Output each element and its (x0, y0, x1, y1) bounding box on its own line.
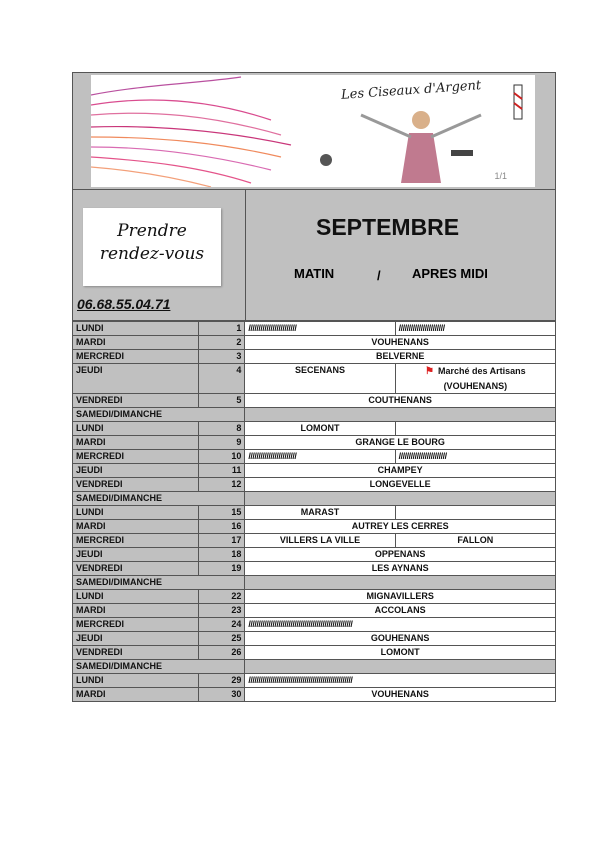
day-number: 19 (199, 562, 245, 576)
schedule-row (73, 464, 556, 478)
day-number: 18 (199, 548, 245, 562)
banner-image (91, 75, 535, 187)
month-title: SEPTEMBRE (316, 214, 460, 240)
day-name: LUNDI (73, 506, 199, 520)
full-day-location: LES AYNANS (245, 562, 556, 576)
schedule-row (73, 478, 556, 492)
full-day-location: BELVERNE (245, 350, 556, 364)
brand-logo-text: Les Ciseaux d'Argent (340, 78, 482, 103)
schedule-row (73, 548, 556, 562)
morning-location: //////////////////////// (245, 322, 395, 336)
weekend-empty (245, 408, 556, 422)
column-separator: / (377, 268, 381, 283)
afternoon-label: APRES MIDI (412, 266, 488, 281)
full-day-location: MIGNAVILLERS (245, 590, 556, 604)
full-day-location: VOUHENANS (245, 688, 556, 702)
afternoon-location: /////////////////////// (395, 322, 555, 336)
full-day-location: LONGEVELLE (245, 478, 556, 492)
day-number: 1 (199, 322, 245, 336)
day-name: MERCREDI (73, 534, 199, 548)
day-name: JEUDI (73, 364, 199, 394)
full-day-location: VOUHENANS (245, 336, 556, 350)
day-name: JEUDI (73, 548, 199, 562)
day-name: MARDI (73, 436, 199, 450)
weekend-label: SAMEDI/DIMANCHE (73, 492, 245, 506)
afternoon-location (395, 422, 555, 436)
day-number: 2 (199, 336, 245, 350)
schedule-row (73, 618, 556, 632)
schedule-sheet (72, 72, 556, 702)
afternoon-location (395, 364, 555, 394)
schedule-row (73, 364, 556, 394)
day-name: JEUDI (73, 632, 199, 646)
weekend-label: SAMEDI/DIMANCHE (73, 408, 245, 422)
weekend-row (73, 576, 556, 590)
day-number: 12 (199, 478, 245, 492)
morning-location: LOMONT (245, 422, 395, 436)
morning-label: MATIN (294, 266, 335, 281)
day-number: 11 (199, 464, 245, 478)
schedule-row (73, 394, 556, 408)
day-name: MARDI (73, 520, 199, 534)
weekend-empty (245, 492, 556, 506)
day-name: VENDREDI (73, 562, 199, 576)
schedule-row (73, 450, 556, 464)
morning-location: SECENANS (245, 364, 395, 394)
day-number: 5 (199, 394, 245, 408)
morning-location: //////////////////////// (245, 450, 395, 464)
schedule-row (73, 562, 556, 576)
day-name: LUNDI (73, 674, 199, 688)
flag-icon: ⚑ (424, 366, 434, 377)
full-day-location: ACCOLANS (245, 604, 556, 618)
cta-line-1: Prendre (117, 221, 187, 241)
morning-location: MARAST (245, 506, 395, 520)
event-label: Marché des Artisans (VOUHENANS) (437, 366, 526, 391)
schedule-table (72, 321, 556, 702)
day-name: MERCREDI (73, 350, 199, 364)
day-name: MERCREDI (73, 450, 199, 464)
closed-full-day: //////////////////////////////////////////////////// (245, 618, 556, 632)
day-number: 9 (199, 436, 245, 450)
weekend-empty (245, 660, 556, 674)
day-number: 17 (199, 534, 245, 548)
weekend-empty (245, 576, 556, 590)
schedule-row (73, 436, 556, 450)
header-banner (72, 72, 556, 190)
full-day-location: GRANGE LE BOURG (245, 436, 556, 450)
day-name: LUNDI (73, 422, 199, 436)
day-name: MERCREDI (73, 618, 199, 632)
page-indicator: 1/1 (494, 171, 507, 181)
day-number: 29 (199, 674, 245, 688)
schedule-row (73, 336, 556, 350)
day-number: 24 (199, 618, 245, 632)
book-appointment-card[interactable] (83, 208, 221, 286)
morning-location: VILLERS LA VILLE (245, 534, 395, 548)
afternoon-location: FALLON (395, 534, 555, 548)
full-day-location: OPPENANS (245, 548, 556, 562)
closed-full-day: //////////////////////////////////////////////////// (245, 674, 556, 688)
schedule-row (73, 674, 556, 688)
schedule-row (73, 422, 556, 436)
schedule-row (73, 520, 556, 534)
weekend-row (73, 660, 556, 674)
day-number: 23 (199, 604, 245, 618)
day-name: VENDREDI (73, 394, 199, 408)
day-name: MARDI (73, 336, 199, 350)
day-number: 26 (199, 646, 245, 660)
schedule-row (73, 632, 556, 646)
phone-number[interactable]: 06.68.55.04.71 (77, 296, 171, 312)
schedule-row (73, 590, 556, 604)
schedule-row (73, 688, 556, 702)
day-number: 10 (199, 450, 245, 464)
day-name: LUNDI (73, 590, 199, 604)
day-number: 30 (199, 688, 245, 702)
afternoon-location: //////////////////////// (395, 450, 555, 464)
day-number: 8 (199, 422, 245, 436)
full-day-location: LOMONT (245, 646, 556, 660)
cta-line-2: rendez-vous (99, 244, 205, 264)
weekend-label: SAMEDI/DIMANCHE (73, 660, 245, 674)
full-day-location: CHAMPEY (245, 464, 556, 478)
schedule-row (73, 506, 556, 520)
day-name: MARDI (73, 688, 199, 702)
schedule-row (73, 322, 556, 336)
schedule-row (73, 604, 556, 618)
day-number: 3 (199, 350, 245, 364)
month-panel (246, 190, 555, 320)
day-name: VENDREDI (73, 478, 199, 492)
full-day-location: COUTHENANS (245, 394, 556, 408)
full-day-location: AUTREY LES CERRES (245, 520, 556, 534)
weekend-row (73, 492, 556, 506)
day-number: 25 (199, 632, 245, 646)
day-name: LUNDI (73, 322, 199, 336)
day-name: JEUDI (73, 464, 199, 478)
weekend-row (73, 408, 556, 422)
full-day-location: GOUHENANS (245, 632, 556, 646)
booking-panel (73, 190, 246, 320)
schedule-row (73, 350, 556, 364)
day-number: 4 (199, 364, 245, 394)
day-number: 16 (199, 520, 245, 534)
day-name: MARDI (73, 604, 199, 618)
day-number: 22 (199, 590, 245, 604)
header-band (72, 190, 556, 321)
day-number: 15 (199, 506, 245, 520)
schedule-row (73, 534, 556, 548)
schedule-row (73, 646, 556, 660)
afternoon-location (395, 506, 555, 520)
day-name: VENDREDI (73, 646, 199, 660)
weekend-label: SAMEDI/DIMANCHE (73, 576, 245, 590)
